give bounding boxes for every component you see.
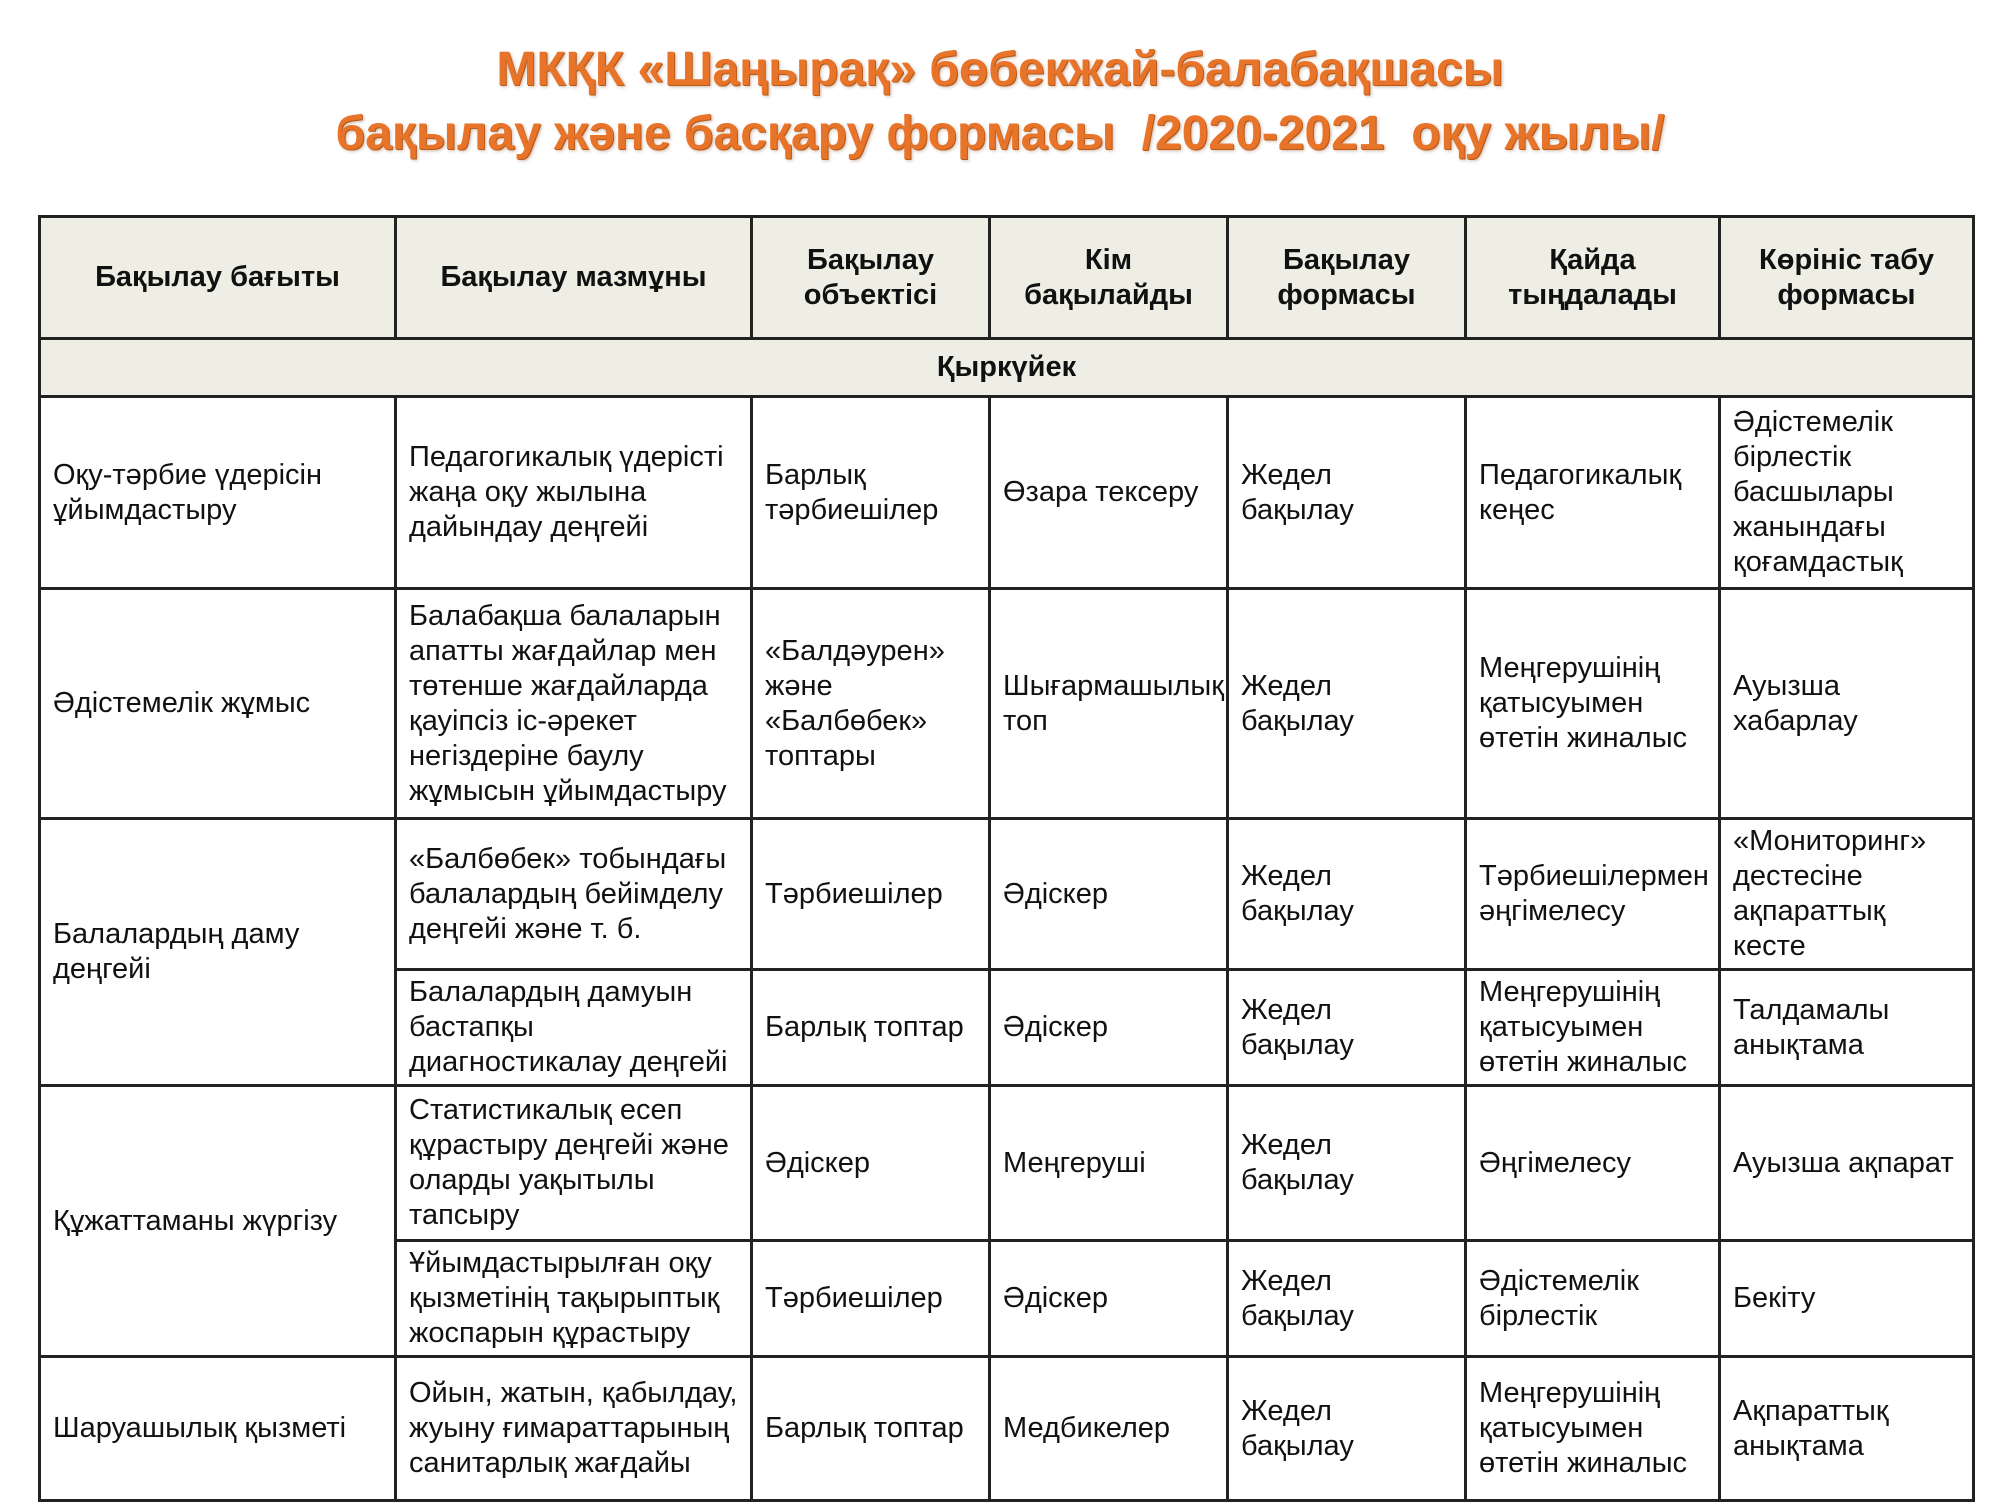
column-header: Қайда тыңдалады <box>1466 217 1720 339</box>
object-cell: «Балдәурен» және «Балбөбек» топтары <box>752 589 990 819</box>
direction-cell: Балалардың даму деңгейі <box>40 819 396 1086</box>
month-label: Қыркүйек <box>40 339 1974 397</box>
object-cell: Әдіскер <box>752 1086 990 1241</box>
result-cell: «Мониторинг» дестесіне ақпараттық кесте <box>1720 819 1974 970</box>
form-cell: Жедел бақылау <box>1228 397 1466 589</box>
who-cell: Әдіскер <box>990 819 1228 970</box>
page-title <box>0 38 2000 166</box>
direction-cell: Құжаттаманы жүргізу <box>40 1086 396 1357</box>
column-header: Кім бақылайды <box>990 217 1228 339</box>
who-cell: Шығармашылық топ <box>990 589 1228 819</box>
result-cell: Талдамалы анықтама <box>1720 970 1974 1086</box>
table-row <box>40 1357 1974 1501</box>
column-header: Бақылау бағыты <box>40 217 396 339</box>
form-cell: Жедел бақылау <box>1228 1086 1466 1241</box>
where-cell: Меңгерушінің қатысуымен өтетін жиналыс <box>1466 970 1720 1086</box>
object-cell: Тәрбиешілер <box>752 1241 990 1357</box>
table-row <box>40 1086 1974 1241</box>
table-row <box>40 589 1974 819</box>
content-cell: Педагогикалық үдерісті жаңа оқу жылына дайындау деңгейі <box>396 397 752 589</box>
direction-cell: Оқу-тәрбие үдерісін ұйымдастыру <box>40 397 396 589</box>
who-cell: Әдіскер <box>990 970 1228 1086</box>
content-cell: Статистикалық есеп құрастыру деңгейі және оларды уақытылы тапсыру <box>396 1086 752 1241</box>
month-row <box>40 339 1974 397</box>
table-row <box>40 397 1974 589</box>
object-cell: Тәрбиешілер <box>752 819 990 970</box>
object-cell: Барлық тәрбиешілер <box>752 397 990 589</box>
content-cell: Балалардың дамуын бастапқы диагностикалау деңгейі <box>396 970 752 1086</box>
direction-cell: Әдістемелік жұмыс <box>40 589 396 819</box>
object-cell: Барлық топтар <box>752 1357 990 1501</box>
result-cell: Ақпараттық анықтама <box>1720 1357 1974 1501</box>
object-cell: Барлық топтар <box>752 970 990 1086</box>
form-cell: Жедел бақылау <box>1228 589 1466 819</box>
where-cell: Меңгерушінің қатысуымен өтетін жиналыс <box>1466 589 1720 819</box>
result-cell: Ауызша ақпарат <box>1720 1086 1974 1241</box>
where-cell: Тәрбиешілермен әңгімелесу <box>1466 819 1720 970</box>
result-cell: Ауызша хабарлау <box>1720 589 1974 819</box>
content-cell: «Балбөбек» тобындағы балалардың бейімделу деңгейі және т. б. <box>396 819 752 970</box>
where-cell: Әңгімелесу <box>1466 1086 1720 1241</box>
form-cell: Жедел бақылау <box>1228 819 1466 970</box>
who-cell: Меңгеруші <box>990 1086 1228 1241</box>
where-cell: Меңгерушінің қатысуымен өтетін жиналыс <box>1466 1357 1720 1501</box>
direction-cell: Шаруашылық қызметі <box>40 1357 396 1501</box>
control-plan-table <box>38 215 1975 1502</box>
where-cell: Педагогикалық кеңес <box>1466 397 1720 589</box>
who-cell: Өзара тексеру <box>990 397 1228 589</box>
form-cell: Жедел бақылау <box>1228 1241 1466 1357</box>
form-cell: Жедел бақылау <box>1228 970 1466 1086</box>
title-line-2: бақылау және басқару формасы /2020-2021 оқу жылы/ <box>335 107 1665 160</box>
column-header: Бақылау мазмұны <box>396 217 752 339</box>
title-line-1: МКҚК «Шаңырақ» бөбекжай-балабақшасы <box>496 43 1504 96</box>
result-cell: Бекіту <box>1720 1241 1974 1357</box>
column-header: Көрініс табу формасы <box>1720 217 1974 339</box>
header-row <box>40 217 1974 339</box>
form-cell: Жедел бақылау <box>1228 1357 1466 1501</box>
content-cell: Балабақша балаларын апатты жағдайлар мен төтенше жағдайларда қауіпсіз іс-әрекет негіздеріне баулу жұмысын ұйымдастыру <box>396 589 752 819</box>
column-header: Бақылау объектісі <box>752 217 990 339</box>
column-header: Бақылау формасы <box>1228 217 1466 339</box>
table-row <box>40 819 1974 970</box>
content-cell: Ойын, жатын, қабылдау, жуыну ғимараттарының санитарлық жағдайы <box>396 1357 752 1501</box>
who-cell: Әдіскер <box>990 1241 1228 1357</box>
who-cell: Медбикелер <box>990 1357 1228 1501</box>
where-cell: Әдістемелік бірлестік <box>1466 1241 1720 1357</box>
content-cell: Ұйымдастырылған оқу қызметінің тақырыптық жоспарын құрастыру <box>396 1241 752 1357</box>
result-cell: Әдістемелік бірлестік басшылары жанындағы қоғамдастық <box>1720 397 1974 589</box>
